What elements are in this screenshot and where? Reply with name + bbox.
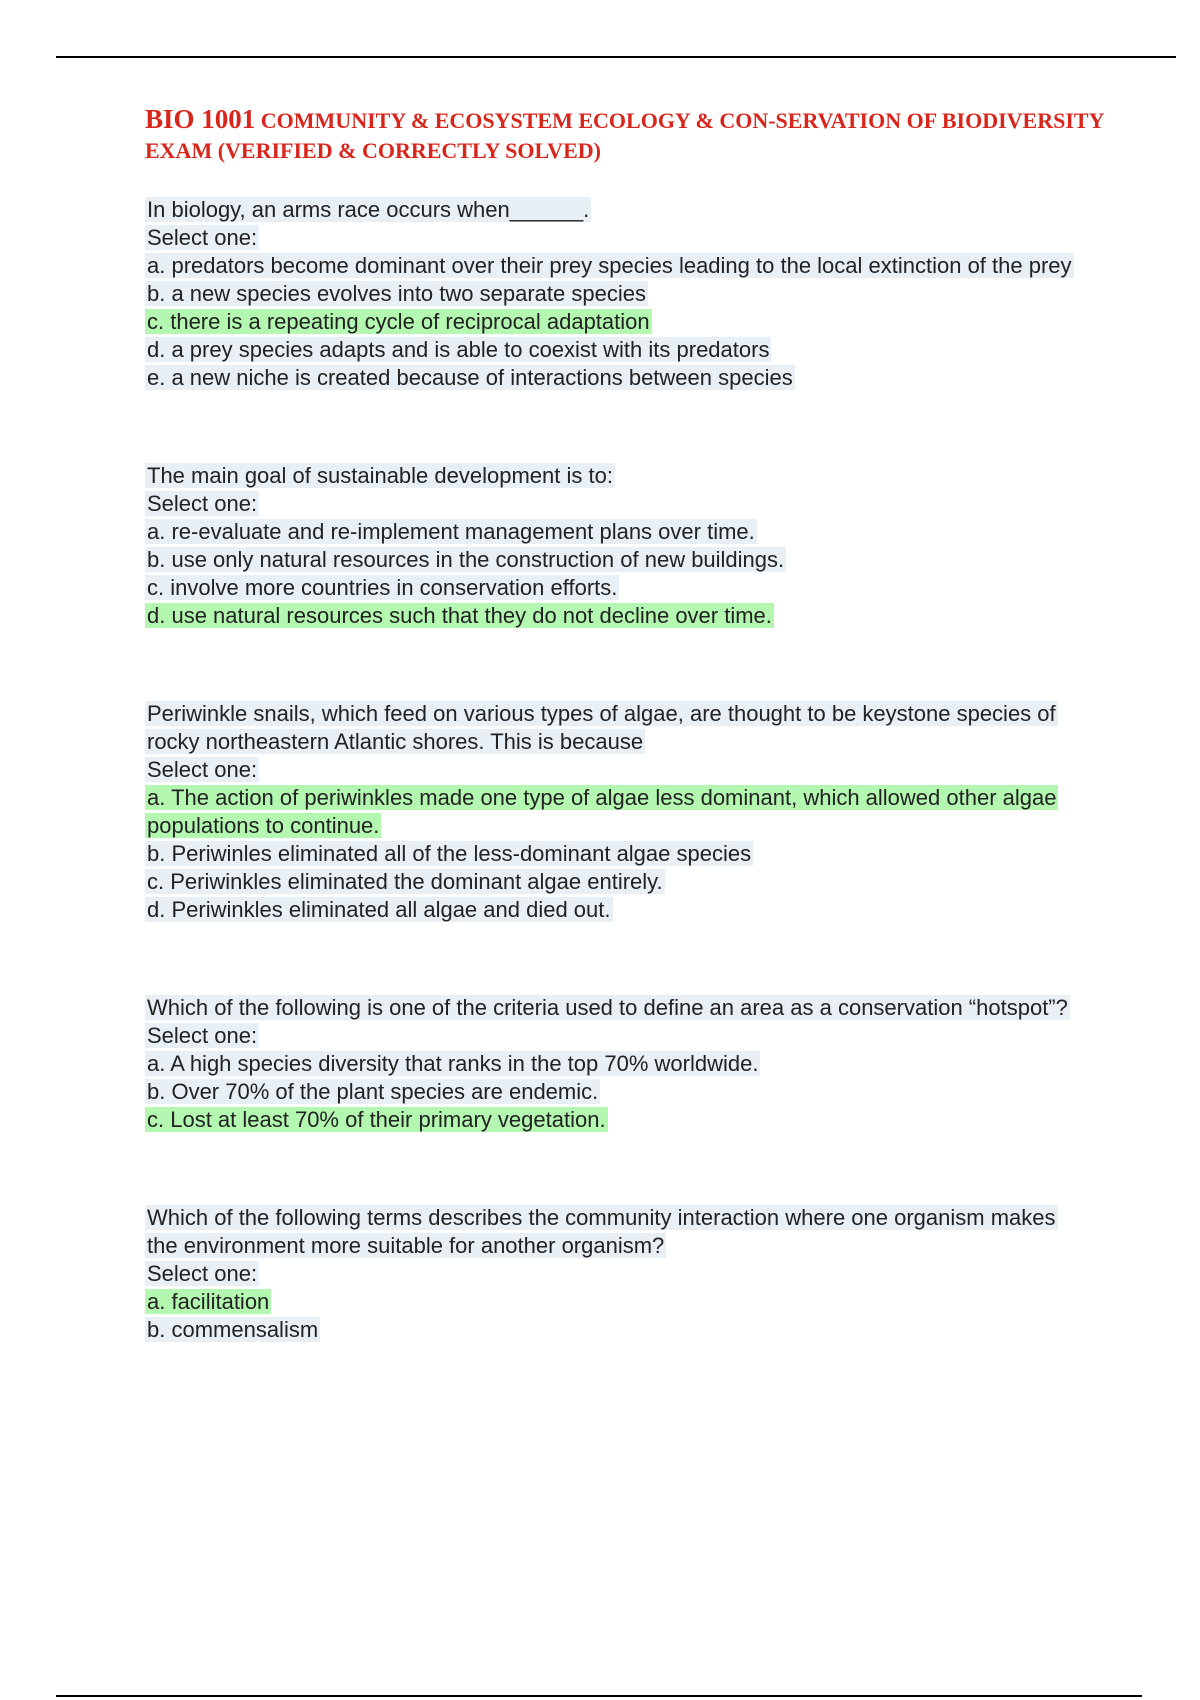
- select-label: Select one:: [147, 1023, 258, 1048]
- select-label: Select one:: [147, 225, 258, 250]
- question-prompt: The main goal of sustainable development is to:: [147, 463, 613, 488]
- question-2: [145, 462, 1085, 630]
- question-prompt: Periwinkle snails, which feed on various types of algae, are thought to be keystone species of rocky northeastern Atlantic shores. This is because: [147, 701, 1056, 754]
- question-prompt: Which of the following terms describes the community interaction where one organism makes the environment more suitable for another organism?: [147, 1205, 1056, 1258]
- top-rule: [56, 56, 1176, 58]
- answer-option[interactable]: e. a new niche is created because of interactions between species: [147, 365, 793, 390]
- correct-answer-option[interactable]: a. The action of periwinkles made one type of algae less dominant, which allowed other algae populations to continue.: [147, 785, 1057, 838]
- document-title: [145, 104, 1105, 166]
- question-1: [145, 196, 1085, 392]
- correct-answer-option[interactable]: a. facilitation: [147, 1289, 270, 1314]
- correct-answer-option[interactable]: d. use natural resources such that they do not decline over time.: [147, 603, 772, 628]
- answer-option[interactable]: b. Periwinles eliminated all of the less-dominant algae species: [147, 841, 752, 866]
- question-prompt: In biology, an arms race occurs when______.: [147, 197, 590, 222]
- correct-answer-option[interactable]: c. there is a repeating cycle of reciprocal adaptation: [147, 309, 650, 334]
- exam-title: COMMUNITY & ECOSYSTEM ECOLOGY & CON-SERVATION OF BIODIVERSITY EXAM (VERIFIED & CORRECTLY SOLVED): [145, 108, 1104, 163]
- answer-option[interactable]: b. a new species evolves into two separate species: [147, 281, 646, 306]
- answer-option[interactable]: a. re-evaluate and re-implement management plans over time.: [147, 519, 755, 544]
- question-prompt: Which of the following is one of the criteria used to define an area as a conservation “hotspot”?: [147, 995, 1068, 1020]
- question-list: [145, 196, 1085, 1414]
- select-label: Select one:: [147, 757, 258, 782]
- answer-option[interactable]: b. commensalism: [147, 1317, 319, 1342]
- answer-option[interactable]: a. predators become dominant over their prey species leading to the local extinction of the prey: [147, 253, 1072, 278]
- answer-option[interactable]: b. use only natural resources in the construction of new buildings.: [147, 547, 785, 572]
- question-3: [145, 700, 1085, 924]
- question-5: [145, 1204, 1085, 1344]
- answer-option[interactable]: b. Over 70% of the plant species are endemic.: [147, 1079, 599, 1104]
- answer-option[interactable]: d. Periwinkles eliminated all algae and died out.: [147, 897, 611, 922]
- answer-option[interactable]: c. involve more countries in conservation efforts.: [147, 575, 618, 600]
- answer-option[interactable]: a. A high species diversity that ranks in the top 70% worldwide.: [147, 1051, 759, 1076]
- select-label: Select one:: [147, 1261, 258, 1286]
- course-code: BIO 1001: [145, 104, 256, 134]
- select-label: Select one:: [147, 491, 258, 516]
- answer-option[interactable]: d. a prey species adapts and is able to coexist with its predators: [147, 337, 770, 362]
- answer-option[interactable]: c. Periwinkles eliminated the dominant algae entirely.: [147, 869, 663, 894]
- question-4: [145, 994, 1085, 1134]
- bottom-rule: [56, 1695, 1142, 1697]
- correct-answer-option[interactable]: c. Lost at least 70% of their primary vegetation.: [147, 1107, 606, 1132]
